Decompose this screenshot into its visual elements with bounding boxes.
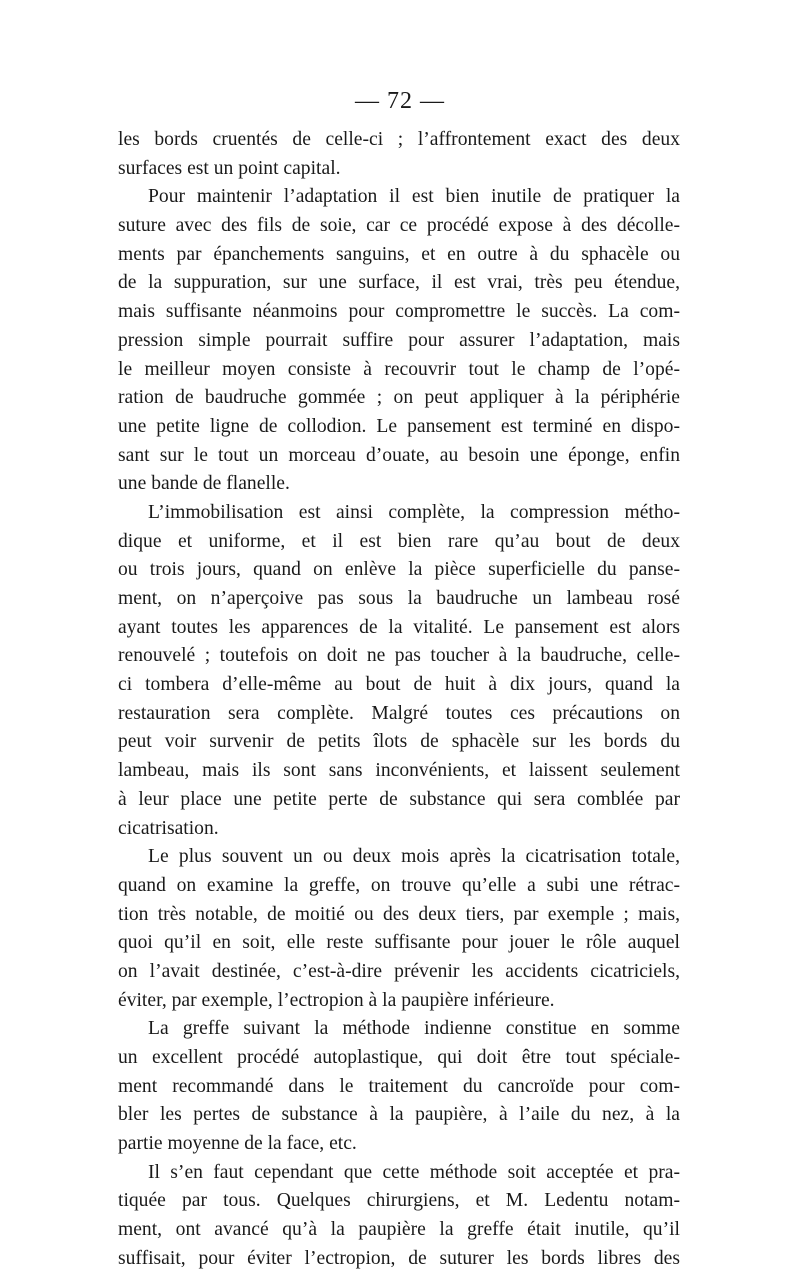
text-line: de la suppuration, sur une surface, il est vrai, très peu étendue,: [118, 272, 680, 294]
text-line: ment, on n’aperçoive pas sous la baudruche un lambeau rosé: [118, 588, 680, 609]
text-line: une bande de flanelle.: [118, 473, 290, 495]
text-line: L’immobilisation est ainsi complète, la compression métho-: [148, 501, 680, 523]
text-line: ration de baudruche gommée ; on peut appliquer à la périphérie: [118, 387, 680, 409]
text-line: sant sur le tout un morceau d’ouate, au besoin une éponge, enfin: [118, 444, 680, 466]
text-line: suffisait, pour éviter l’ectropion, de suturer les bords libres des: [118, 1247, 680, 1269]
paragraph: [118, 1159, 680, 1274]
text-line: pression simple pourrait suffire pour assurer l’adaptation, mais: [118, 329, 680, 351]
text-line: ment, ont avancé qu’à la paupière la greffe était inutile, qu’il: [118, 1219, 680, 1241]
text-line: lambeau, mais ils sont sans inconvénients, et laissent seulement: [118, 760, 680, 782]
text-line: ci tombera d’elle-même au bout de huit à dix jours, quand la: [118, 674, 680, 696]
text-line: tiquée par tous. Quelques chirurgiens, et M. Ledentu notam-: [118, 1190, 680, 1212]
text-line: Pour maintenir l’adaptation il est bien inutile de pratiquer la: [148, 186, 680, 208]
text-line: éviter, par exemple, l’ectropion à la paupière inférieure.: [118, 989, 555, 1011]
text-line: surfaces est un point capital.: [118, 157, 341, 179]
paragraph: [118, 843, 680, 1015]
text-line: tion très notable, de moitié ou des deux tiers, par exemple ; mais,: [118, 903, 680, 925]
text-line: un excellent procédé autoplastique, qui doit être tout spéciale-: [118, 1047, 680, 1068]
text-line: on l’avait destinée, c’est-à-dire prévenir les accidents cicatriciels,: [118, 960, 680, 982]
text-line: ou trois jours, quand on enlève la pièce superficielle du panse-: [118, 559, 680, 581]
text-line: dique et uniforme, et il est bien rare qu’au bout de deux: [118, 530, 680, 552]
text-line: Il s’en faut cependant que cette méthode soit acceptée et pra-: [148, 1161, 680, 1183]
text-line: bler les pertes de substance à la paupière, à l’aile du nez, à la: [118, 1104, 680, 1126]
text-line: suture avec des fils de soie, car ce procédé expose à des décolle-: [118, 215, 680, 237]
text-line: une petite ligne de collodion. Le pansement est terminé en dispo-: [118, 415, 680, 437]
text-line: peut voir survenir de petits îlots de sphacèle sur les bords du: [118, 731, 680, 753]
text-line: ment recommandé dans le traitement du cancroïde pour com-: [118, 1075, 680, 1097]
text-line: quand on examine la greffe, on trouve qu’elle a subi une rétrac-: [118, 874, 680, 896]
page-number: — 72 —: [355, 88, 445, 114]
paragraph: [118, 499, 680, 843]
body-text: [118, 126, 680, 1274]
text-line: cicatrisation.: [118, 817, 219, 839]
text-line: quoi qu’il en soit, elle reste suffisante pour jouer le rôle auquel: [118, 932, 680, 954]
text-line: restauration sera complète. Malgré toutes ces précautions on: [118, 702, 680, 724]
text-line: les bords cruentés de celle-ci ; l’affrontement exact des deux: [118, 129, 680, 150]
text-line: ments par épanchements sanguins, et en outre à du sphacèle ou: [118, 243, 680, 265]
text-line: ayant toutes les apparences de la vitalité. Le pansement est alors: [118, 616, 680, 638]
text-line: le meilleur moyen consiste à recouvrir tout le champ de l’opé-: [118, 358, 680, 380]
paragraph: [118, 1015, 680, 1158]
text-line: partie moyenne de la face, etc.: [118, 1133, 357, 1155]
text-line: renouvelé ; toutefois on doit ne pas toucher à la baudruche, celle-: [118, 645, 680, 667]
text-line: La greffe suivant la méthode indienne constitue en somme: [148, 1018, 680, 1040]
text-line: mais suffisante néanmoins pour compromettre le succès. La com-: [118, 301, 680, 323]
text-line: Le plus souvent un ou deux mois après la cicatrisation totale,: [148, 846, 680, 868]
text-line: à leur place une petite perte de substance qui sera comblée par: [118, 788, 680, 810]
paragraph: [118, 126, 680, 183]
paragraph: [118, 183, 680, 499]
